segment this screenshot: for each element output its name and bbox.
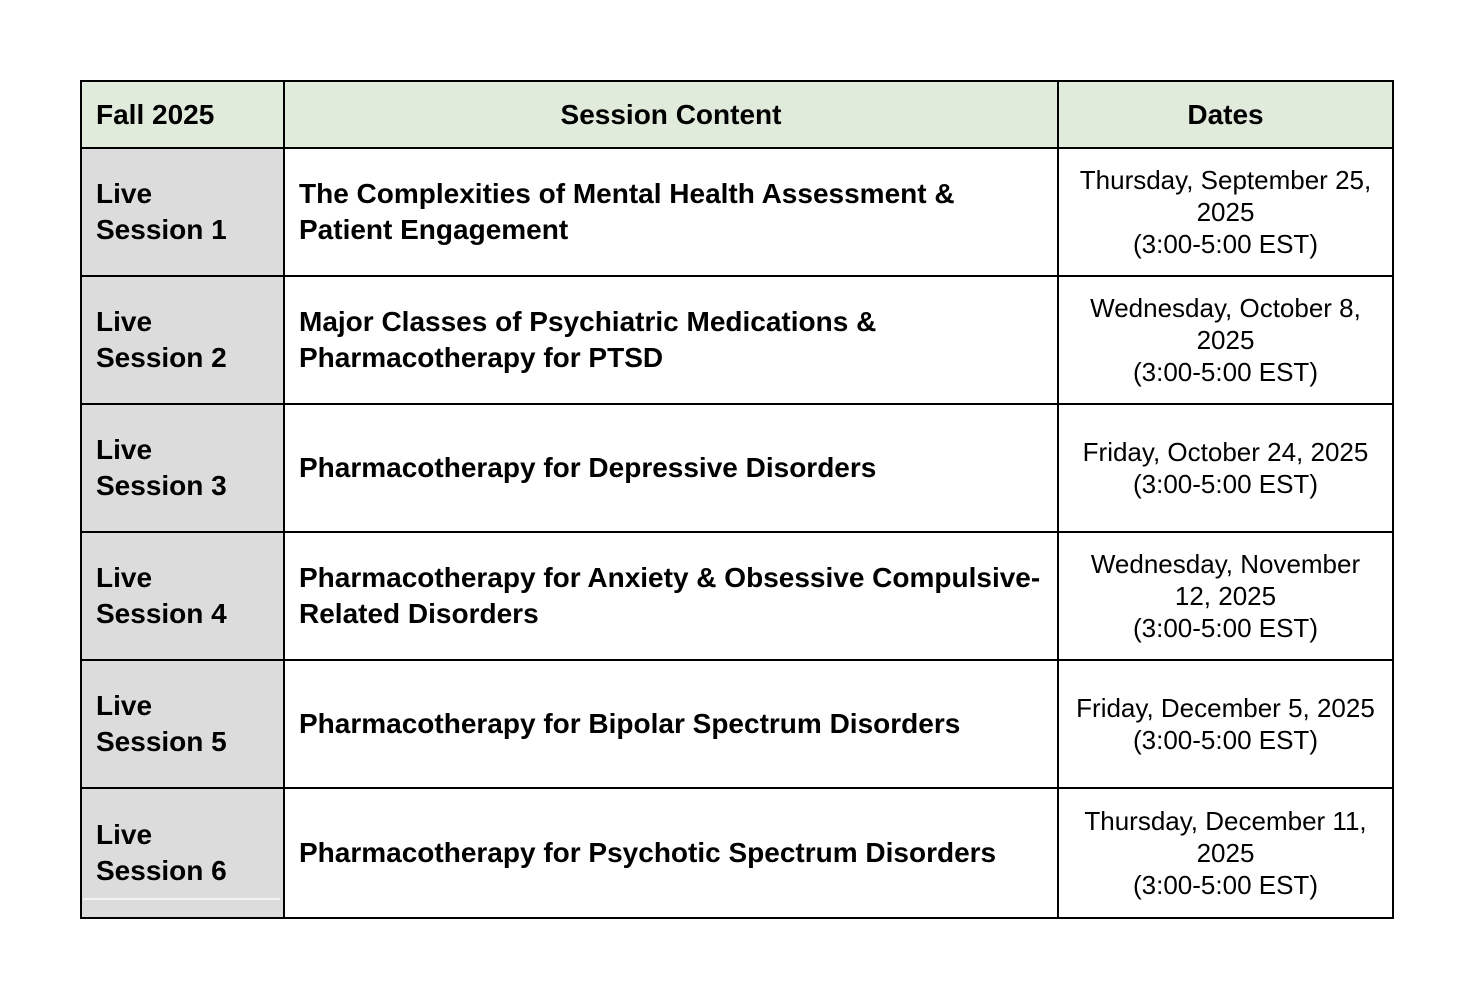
header-session-content: Session Content: [284, 81, 1058, 148]
session-content: Pharmacotherapy for Anxiety & Obsessive Compulsive-Related Disorders: [284, 532, 1058, 660]
session-dates: [1058, 788, 1393, 918]
session-time: (3:00-5:00 EST): [1133, 725, 1318, 755]
session-schedule-table: [80, 80, 1394, 919]
session-time: (3:00-5:00 EST): [1133, 613, 1318, 643]
table-row: [81, 148, 1393, 276]
table-row: [81, 276, 1393, 404]
table-row: [81, 532, 1393, 660]
session-dates: [1058, 276, 1393, 404]
table-row: [81, 660, 1393, 788]
session-content: Pharmacotherapy for Psychotic Spectrum Disorders: [284, 788, 1058, 918]
table-header-row: [81, 81, 1393, 148]
session-date: Thursday, September 25, 2025: [1079, 165, 1372, 227]
session-dates: [1058, 404, 1393, 532]
session-date: Friday, December 5, 2025: [1076, 693, 1375, 723]
session-time: (3:00-5:00 EST): [1133, 469, 1318, 499]
session-dates: [1058, 532, 1393, 660]
session-time: (3:00-5:00 EST): [1133, 229, 1318, 259]
session-date: Wednesday, October 8, 2025: [1090, 293, 1361, 355]
session-date: Friday, October 24, 2025: [1082, 437, 1369, 467]
session-label: Live Session 1: [81, 148, 284, 276]
session-label: Live Session 2: [81, 276, 284, 404]
session-label: Live Session 3: [81, 404, 284, 532]
table-row: [81, 404, 1393, 532]
header-term: Fall 2025: [81, 81, 284, 148]
session-content: The Complexities of Mental Health Assessment & Patient Engagement: [284, 148, 1058, 276]
header-dates: Dates: [1058, 81, 1393, 148]
session-content: Pharmacotherapy for Bipolar Spectrum Disorders: [284, 660, 1058, 788]
cell-divider: [83, 898, 280, 900]
session-dates: [1058, 148, 1393, 276]
session-label: Live Session 4: [81, 532, 284, 660]
session-label: Live Session 5: [81, 660, 284, 788]
session-time: (3:00-5:00 EST): [1133, 870, 1318, 900]
session-date: Wednesday, November 12, 2025: [1090, 549, 1361, 611]
session-content: Major Classes of Psychiatric Medications & Pharmacotherapy for PTSD: [284, 276, 1058, 404]
session-content: Pharmacotherapy for Depressive Disorders: [284, 404, 1058, 532]
session-label: Live Session 6: [81, 788, 284, 918]
session-date: Thursday, December 11, 2025: [1084, 806, 1367, 868]
session-time: (3:00-5:00 EST): [1133, 357, 1318, 387]
session-dates: [1058, 660, 1393, 788]
